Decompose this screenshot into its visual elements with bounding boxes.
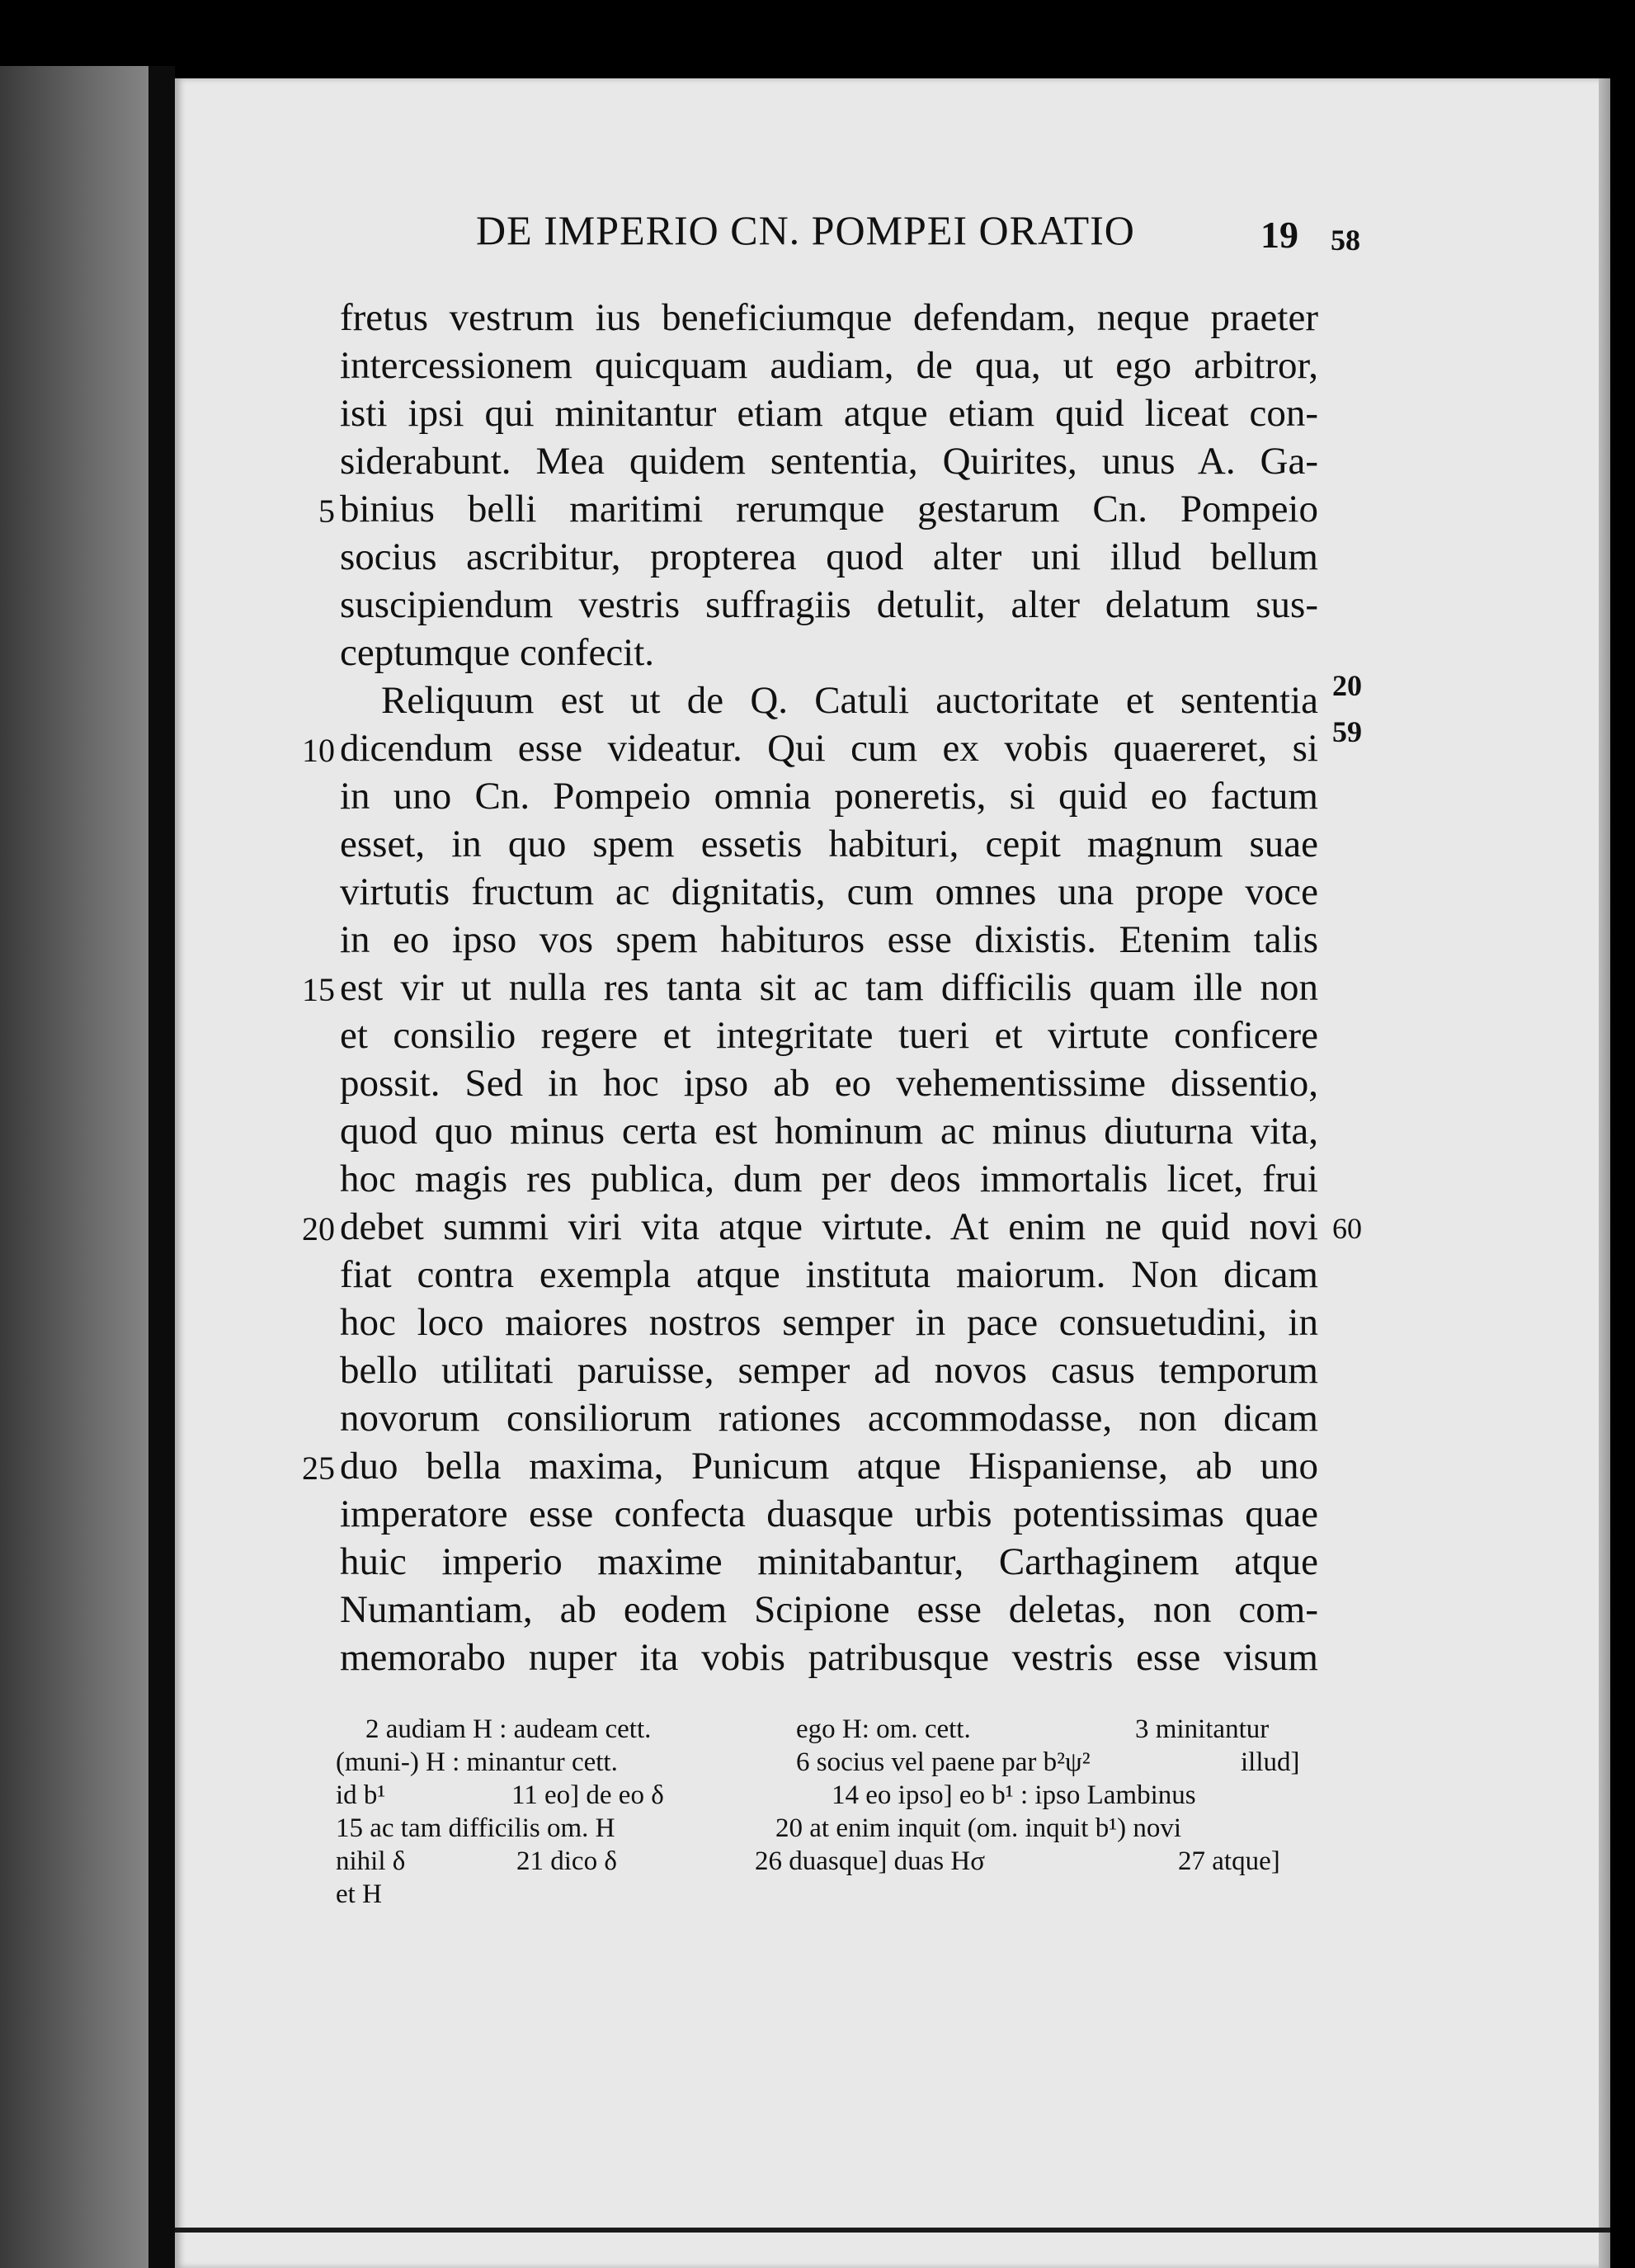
- footnote-entry: 11 eo] de eo δ: [511, 1780, 664, 1810]
- chapter-number: 19: [1260, 214, 1298, 256]
- footnote-entry: 14 eo ipso] eo b¹ : ipso Lambinus: [832, 1780, 1196, 1810]
- text-line: huic imperio maxime minitabantur, Carthaginem atque: [340, 1540, 1318, 1583]
- footnote-entry: illud]: [1241, 1747, 1300, 1777]
- footnote-entry: ego H: om. cett.: [796, 1714, 971, 1744]
- line-number: 20: [302, 1210, 335, 1247]
- line-number: 15: [302, 971, 335, 1008]
- text-line: virtutis fructum ac dignitatis, cum omnes una prope voce: [340, 870, 1318, 913]
- text-line: Reliquum est ut de Q. Catuli auctoritate et sententia: [381, 679, 1318, 722]
- text-line: intercessionem quicquam audiam, de qua, ut ego arbitror,: [340, 344, 1318, 387]
- running-header: DE IMPERIO CN. POMPEI ORATIO: [476, 207, 1135, 253]
- text-line: binius belli maritimi rerumque gestarum Cn. Pompeio: [340, 488, 1318, 530]
- scan-border: [175, 2228, 1610, 2233]
- margin-chapter-marker: 20: [1332, 669, 1362, 702]
- footnote-entry: 26 duasque] duas Hσ: [755, 1846, 985, 1876]
- binding-gutter: [148, 66, 175, 2268]
- text-line: fretus vestrum ius beneficiumque defendam, neque praeter: [340, 296, 1318, 339]
- text-line: debet summi viri vita atque virtute. At enim ne quid novi: [340, 1205, 1318, 1248]
- text-line: Numantiam, ab eodem Scipione esse deletas, non com-: [340, 1588, 1318, 1631]
- text-line: socius ascribitur, propterea quod alter uni illud bellum: [340, 535, 1318, 578]
- text-line: in eo ipso vos spem habituros esse dixistis. Etenim talis: [340, 918, 1318, 961]
- text-line: in uno Cn. Pompeio omnia poneretis, si quid eo factum: [340, 775, 1318, 818]
- text-line: esset, in quo spem essetis habituri, cepit magnum suae: [340, 823, 1318, 865]
- text-line: duo bella maxima, Punicum atque Hispaniense, ab uno: [340, 1445, 1318, 1488]
- section-number: 58: [1331, 224, 1360, 257]
- text-line: ceptumque confecit.: [340, 631, 655, 674]
- footnote-entry: et H: [336, 1879, 382, 1909]
- text-line: est vir ut nulla res tanta sit ac tam difficilis quam ille non: [340, 966, 1318, 1009]
- text-line: imperatore esse confecta duasque urbis potentissimas quae: [340, 1492, 1318, 1535]
- line-number: 10: [302, 732, 335, 769]
- text-line: memorabo nuper ita vobis patribusque vestris esse visum: [340, 1636, 1318, 1679]
- page-edge: [1599, 78, 1610, 2268]
- footnote-entry: 2 audiam H : audeam cett.: [365, 1714, 652, 1744]
- text-line: novorum consiliorum rationes accommodasse, non dicam: [340, 1397, 1318, 1440]
- text-line: dicendum esse videatur. Qui cum ex vobis quaereret, si: [340, 727, 1318, 770]
- footnote-entry: 20 at enim inquit (om. inquit b¹) novi: [775, 1813, 1182, 1843]
- text-line: suscipiendum vestris suffragiis detulit, alter delatum sus-: [340, 583, 1318, 626]
- text-line: bello utilitati paruisse, semper ad novos casus temporum: [340, 1349, 1318, 1392]
- footnote-entry: nihil δ: [336, 1846, 406, 1876]
- text-line: hoc magis res publica, dum per deos immortalis licet, frui: [340, 1158, 1318, 1200]
- text-line: et consilio regere et integritate tueri et virtute conficere: [340, 1014, 1318, 1057]
- footnote-entry: 27 atque]: [1178, 1846, 1280, 1876]
- footnote-entry: 21 dico δ: [516, 1846, 617, 1876]
- text-line: siderabunt. Mea quidem sententia, Quirites, unus A. Ga-: [340, 440, 1318, 483]
- text-line: isti ipsi qui minitantur etiam atque etiam quid liceat con-: [340, 392, 1318, 435]
- footnote-entry: 3 minitantur: [1135, 1714, 1270, 1744]
- margin-section-marker: 59: [1332, 715, 1362, 748]
- line-number: 25: [302, 1450, 335, 1487]
- footnote-entry: 6 socius vel paene par b²ψ²: [796, 1747, 1091, 1777]
- text-line: quod quo minus certa est hominum ac minus diuturna vita,: [340, 1110, 1318, 1153]
- footnote-entry: id b¹: [336, 1780, 386, 1810]
- margin-section-marker: 60: [1332, 1212, 1362, 1245]
- text-line: possit. Sed in hoc ipso ab eo vehementissime dissentio,: [340, 1062, 1318, 1105]
- facing-page-edge: [0, 66, 173, 2268]
- text-line: hoc loco maiores nostros semper in pace consuetudini, in: [340, 1301, 1318, 1344]
- footnote-entry: 15 ac tam difficilis om. H: [336, 1813, 615, 1843]
- text-line: fiat contra exempla atque instituta maiorum. Non dicam: [340, 1253, 1318, 1296]
- footnote-entry: (muni-) H : minantur cett.: [336, 1747, 618, 1777]
- line-number: 5: [318, 493, 335, 530]
